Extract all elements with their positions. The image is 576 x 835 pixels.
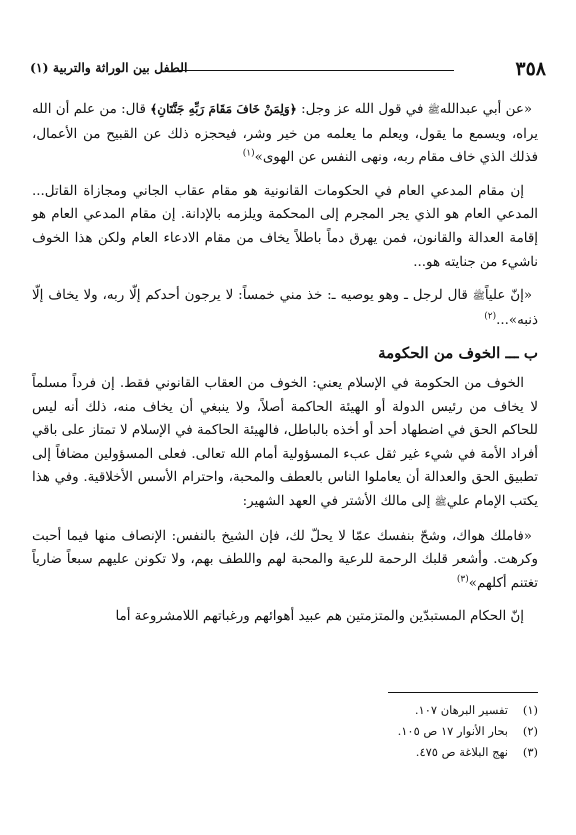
footnote-item [32,742,538,763]
footnote-number: (١) [522,703,538,717]
honorific-symbol: ﷺ [427,105,440,116]
footnote-item [32,700,538,721]
page-body [32,98,538,639]
page-header [30,58,546,86]
paragraph-fear-of-government [32,372,538,515]
paragraph-tyrants: إنّ الحكام المستبدّين والمتزمتين هم عبيد أهوائهم ورغباتهم اللامشروعة أما [115,609,524,625]
header-rule [178,70,454,71]
p3-b: قال لرجل ـ وهو يوصيه ـ: خذ مني خمساً: لا يرجون أحدكم إلّا ربه، ولا يخاف إلّا ذنبه»... [32,288,538,328]
paragraph-prosecutor: إن مقام المدعي العام في الحكومات القانونية هو مقام عقاب الجاني ومجازاة القاتل... المدعي العام هو الذي يجر المجرم إلى المحكمة ويلزمه بالإدانة. إن مقام المدعي العام هو إقامة العدالة والقانون، فمن يهرق دماً باطلاً يخاف من مقام الادعاء العام ولكن هذا الخوف ناشيء من جنايته هو... [32,183,538,270]
hadith-paragraph-2 [32,284,538,332]
p1-rest: قال: من علم أن الله يراه، ويسمع ما يقول، ويعلم ما يعلمه من خير وشر، فيحجزه ذلك عن القبيح من الأعمال، فذلك الذي خاف مقام ربه، ونهى النفس عن الهوى» [32,102,538,166]
footnote-text: بحار الأنوار ١٧ ص ١٠٥. [397,724,508,738]
footnote-item [32,721,538,742]
honorific-symbol: ﷺ [472,291,485,303]
p1-mid: في قول الله عز وجل: [296,102,428,117]
section-heading: ب ـــ الخوف من الحكومة [378,344,538,363]
footnote-rule [388,692,538,693]
p4-b: إلى مالك الأشتر في العهد الشهير: [242,493,435,509]
footnote-ref-2: (٢) [484,311,497,322]
p4-a: الخوف من الحكومة في الإسلام يعني: الخوف من العقاب القانوني فقط. إن فرداً مسلماً لا يخاف من رئيس الدولة أو الهيئة الحاكمة أصلاً، ولا ينبغي أن يخاف منه، ذلك أنه ليس للحاكم الحق في اضطهاد أحد أو أخذه بالباطل، فالهيئة الحاكمة في الإسلام لا تمتاز على باقي أفراد الأمة في شيء غير ثقل عبء المسؤولية أمام الله تعالى. فعلى المسؤولين مضافاً إلى تطبيق الحق والعدالة أن يعاملوا الناس بالعطف والمحبة، واحترام الأسس الأخلاقية. وفي هذا يكتب الإمام علي [32,375,538,509]
running-title: الطفل بين الوراثة والتربية (١) [30,60,188,75]
footnote-ref-3: (٣) [456,574,469,585]
hadith-paragraph-1 [32,98,538,170]
honorific-symbol: ﷺ [434,496,447,508]
footnote-number: (٢) [522,724,538,738]
quran-verse: ﴿وَلِمَنْ خَافَ مَقَامَ رَبِّهِ جَنَّتَانِ﴾ [150,102,297,116]
p3-a: «إنّ علياً [484,288,533,304]
footnotes [32,700,538,763]
footnote-number: (٣) [522,745,538,759]
p5-text: «فاملك هواك، وشحّ بنفسك عمّا لا يحلّ لك، فإن الشيخ بالنفس: الإنصاف منها فيما أحبت وكرهت. وأشعر قلبك الرحمة للرعية والمحبة لهم واللطف بهم، ولا تكونن عليهم سبعاً ضارياً تغتنم أكلهم» [32,528,538,591]
footnote-text: نهج البلاغة ص ٤٧٥. [415,745,508,759]
footnote-text: تفسير البرهان ١٠٧. [414,703,508,717]
footnote-ref-1: (١) [242,148,255,159]
page-number: ٣٥٨ [515,58,546,80]
quote-paragraph-ashtar [32,525,538,596]
p1-intro: «عن أبي عبدالله [439,102,533,117]
